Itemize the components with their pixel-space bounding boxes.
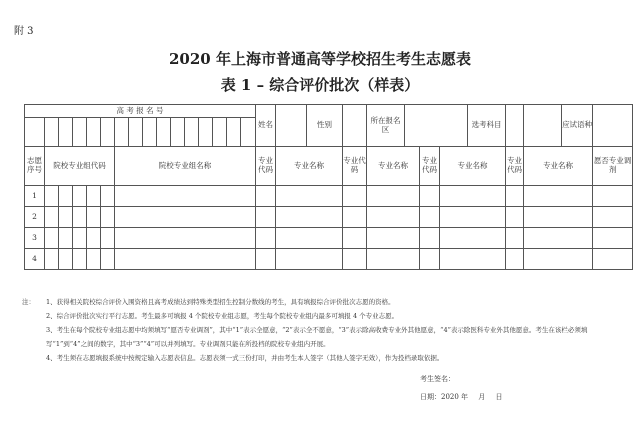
exam-number-digit-cell[interactable] [227, 118, 241, 147]
table-row [25, 228, 633, 249]
col-header-major-name-1: 专业名称 [276, 147, 343, 186]
col-header-major-code-4: 专业代码 [506, 147, 524, 186]
exam-number-digit-cell[interactable] [129, 118, 143, 147]
date-day-label: 日 [495, 393, 503, 401]
exam-number-digit-cell[interactable] [115, 118, 129, 147]
exam-number-digit-cell[interactable] [87, 118, 101, 147]
date-line [420, 392, 511, 402]
exam-number-digit-cell[interactable] [171, 118, 185, 147]
subjects-field-2[interactable] [524, 105, 562, 147]
date-month-label: 月 [478, 393, 486, 401]
subjects-label: 选考科目 [468, 105, 506, 147]
name-label: 姓名 [256, 105, 276, 147]
col-header-major-code-2: 专业代码 [343, 147, 367, 186]
col-header-major-name-3: 专业名称 [440, 147, 506, 186]
exam-number-digit-cell[interactable] [59, 118, 73, 147]
exam-number-digit-cell[interactable] [73, 118, 87, 147]
row-number: 2 [25, 207, 45, 228]
form-subtitle: 表 1 – 综合评价批次（样表） [220, 76, 420, 94]
exam-number-digit-cell[interactable] [199, 118, 213, 147]
district-field[interactable] [405, 105, 468, 147]
gender-field[interactable] [343, 105, 367, 147]
note-item: 4、考生须在志愿填报系统中按规定输入志愿表信息。志愿表须一式三份打印，并由考生本人签字（其他人签字无效），作为投档录取依据。 [46, 354, 444, 362]
exam-number-digit-cell[interactable] [185, 118, 199, 147]
attachment-label: 附 3 [14, 26, 34, 37]
name-field[interactable] [276, 105, 307, 147]
signature-label: 考生签名： [420, 375, 455, 383]
language-label: 应试语种 [562, 105, 593, 147]
row-number: 4 [25, 249, 45, 270]
note-item: 3、考生在每个院校专业组志愿中均须填写“愿否专业调剂”，其中“1”表示全愿意，“2”表示全不愿意，“3”表示除高收费专业外其他愿意，“4”表示除医科专业外其他愿意。考生在该栏必须填写“1”到“4”之间的数字，其中“3”“4”可以并列填写。专业调剂只能在所投档的院校专业组内开展。 [46, 326, 588, 348]
district-label: 所在报名区 [367, 105, 405, 147]
col-header-group-code: 院校专业组代码 [45, 147, 115, 186]
col-header-adjust: 愿否专业调剂 [593, 147, 633, 186]
notes-section [22, 295, 618, 365]
row-number: 3 [25, 228, 45, 249]
col-header-major-name-2: 专业名称 [367, 147, 420, 186]
row-number: 1 [25, 186, 45, 207]
exam-number-digit-cell[interactable] [101, 118, 115, 147]
exam-number-digit-cell[interactable] [25, 118, 45, 147]
table-row [25, 249, 633, 270]
note-item: 1、获得相关院校综合评价入围资格且高考成绩达到特殊类型招生控制分数线的考生，具有填报综合评价批次志愿的资格。 [46, 298, 395, 306]
table-row [25, 207, 633, 228]
col-header-seq: 志愿序号 [25, 147, 45, 186]
subjects-field-1[interactable] [506, 105, 524, 147]
notes-label: 注： [22, 298, 35, 306]
exam-number-digit-cell[interactable] [143, 118, 157, 147]
form-title: 2020 年上海市普通高等学校招生考生志愿表 [169, 50, 471, 68]
language-field[interactable] [593, 105, 633, 147]
note-item: 2、综合评价批次实行平行志愿。考生最多可填报 4 个院校专业组志愿，考生每个院校专业组内最多可填报 4 个专业志愿。 [46, 312, 399, 320]
col-header-major-code-1: 专业代码 [256, 147, 276, 186]
exam-number-digit-cell[interactable] [213, 118, 227, 147]
col-header-major-code-3: 专业代码 [420, 147, 440, 186]
exam-number-label: 高 考 报 名 号 [25, 105, 256, 118]
volunteer-form-table [24, 104, 633, 270]
exam-number-digit-cell[interactable] [157, 118, 171, 147]
col-header-major-name-4: 专业名称 [524, 147, 593, 186]
gender-label: 性别 [307, 105, 343, 147]
col-header-group-name: 院校专业组名称 [115, 147, 256, 186]
table-row [25, 186, 633, 207]
date-year-label: 日期：2020 年 [420, 393, 469, 401]
exam-number-digit-cell[interactable] [241, 118, 256, 147]
exam-number-digit-cell[interactable] [45, 118, 59, 147]
